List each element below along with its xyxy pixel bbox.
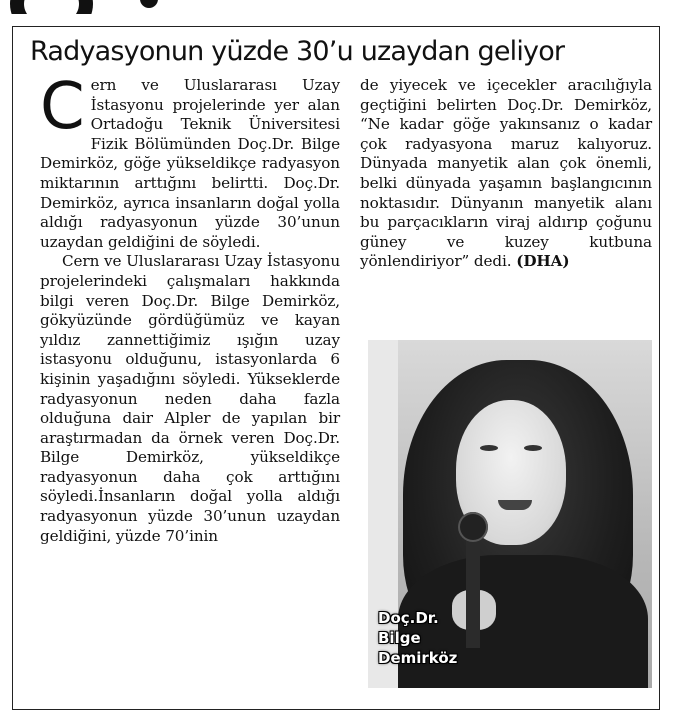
drop-cap: C [40, 70, 85, 144]
paragraph-3-text: de yiyecek ve içecekler aracılığıyla geçtiğini belirten Doç.Dr. Demirköz, “Ne kadar göğe yakınsanız o kadar çok radyasyona maruz kalıyoruz. Dünyada manyetik alan çok önemli, belki dünyada yaşamın başlangıcının noktasıdır. Dünyanın manyetik alanı bu parçacıkların viraj aldırıp çoğunu güney ve kuzey kutbuna yönlendiriyor” dedi. [360, 76, 652, 271]
photo-mouth [498, 500, 532, 510]
microphone-handle [466, 538, 480, 648]
previous-article-fragment [0, 0, 180, 14]
right-column [360, 76, 652, 272]
photo-caption [378, 608, 457, 668]
photo-eye [480, 445, 498, 451]
fragment-shape [140, 0, 158, 8]
microphone-icon [458, 512, 488, 542]
paragraph-1-text: ern ve Uluslararası Uzay İstasyonu projelerinde yer alan Ortadoğu Teknik Üniversitesi Fizik Bölümünden Doç.Dr. Bilge Demirköz, göğe yükseldikçe radyasyon miktarının arttığını belirtti. Doç.Dr. Demirköz, ayrıca insanların doğal yolla aldığı radyasyonun yüzde 30’unun uzaydan geldiğini de söyledi. [40, 76, 340, 251]
caption-line: Bilge [378, 629, 421, 647]
fragment-shape [10, 0, 93, 14]
left-column [40, 70, 340, 546]
caption-line: Demirköz [378, 649, 458, 667]
paragraph-3 [360, 76, 652, 272]
paragraph-1 [40, 70, 340, 252]
photo-eye [524, 445, 542, 451]
article-headline: Radyasyonun yüzde 30’u uzaydan geliyor [30, 36, 565, 67]
paragraph-2: Cern ve Uluslararası Uzay İstasyonu projelerindeki çalışmaları hakkında bilgi veren Doç.Dr. Bilge Demirköz, gökyüzünde gördüğümüz ve kayan yıldız zannettiğimiz ışığın uzay istasyonu olduğunu, istasyonlarda 6 kişinin yaşadığını söyledi. Yükseklerde radyasyonun neden daha fazla olduğuna dair Alpler de yapılan bir araştırmadan da örnek veren Doç.Dr. Bilge Demirköz, yükseldikçe radyasyonun daha çok arttığını söyledi.İnsanların doğal yolla aldığı radyasyonun yüzde 30’unun uzaydan geldiğini, yüzde 70’inin [40, 252, 340, 545]
caption-line: Doç.Dr. [378, 609, 439, 627]
news-agency-credit: (DHA) [516, 252, 570, 271]
